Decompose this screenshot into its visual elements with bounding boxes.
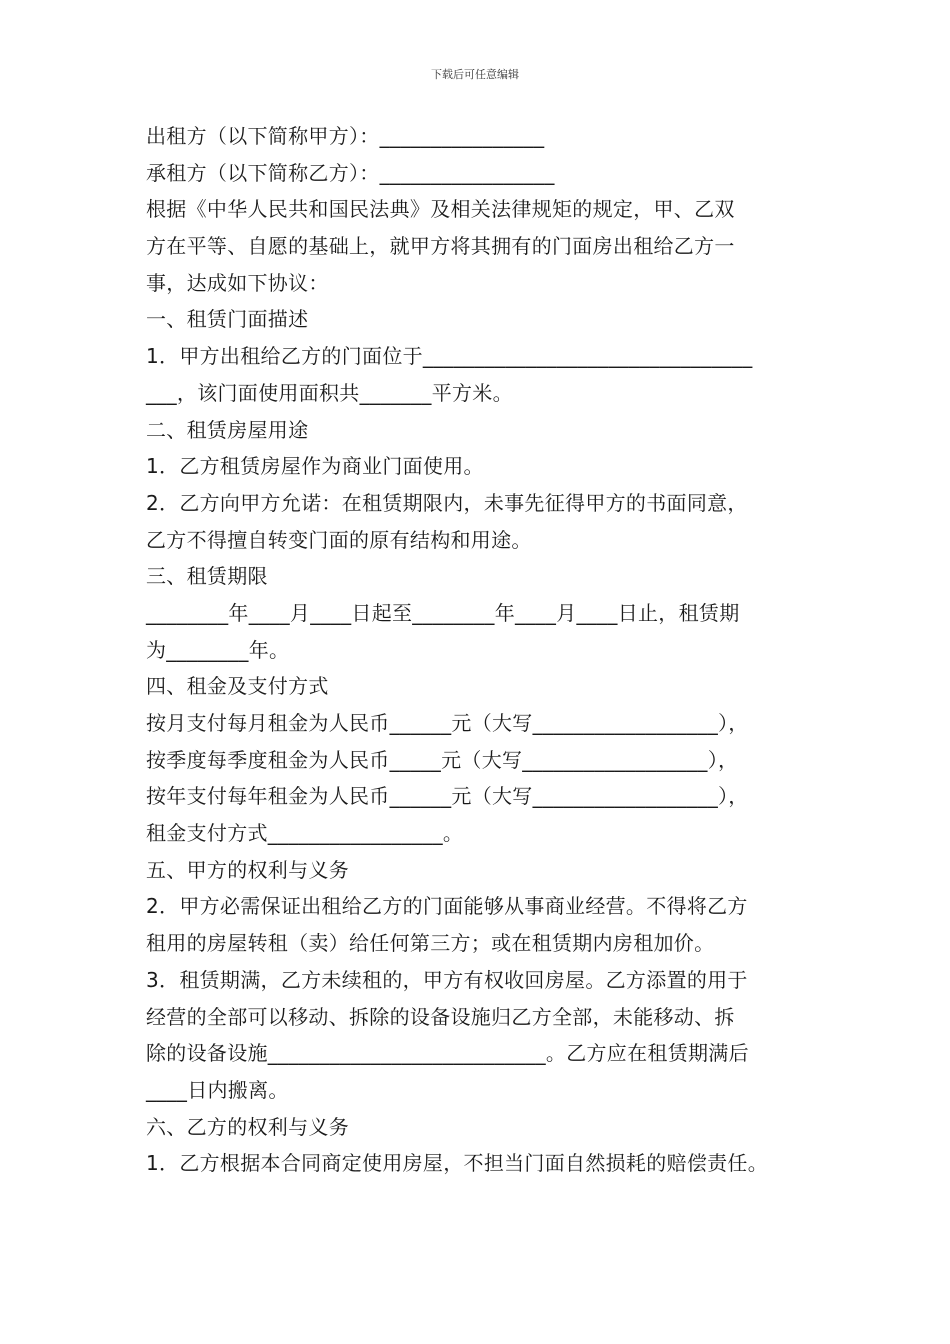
page-header: 下载后可任意编辑 [431,68,519,81]
section-heading-3: 三、租赁期限 [146,564,268,589]
clause-line: 乙方不得擅自转变门面的原有结构和用途。 [146,527,532,552]
clause-line: ____日内搬离。 [146,1077,289,1102]
clause-line: 2．甲方必需保证出租给乙方的门面能够从事商业经营。不得将乙方 [146,894,748,919]
section-heading-2: 二、租赁房屋用途 [146,417,309,442]
rent-line-monthly: 按月支付每月租金为人民币______元（大写__________________）， [146,711,749,735]
lessee-line: 承租方（以下简称乙方）：_________________ [146,160,555,185]
clause-line: 1．乙方租赁房屋作为商业门面使用。 [146,454,484,479]
preamble-line-3: 事，达成如下协议： [146,270,329,295]
clause-line: 租用的房屋转租（卖）给任何第三方；或在租赁期内房租加价。 [146,931,715,956]
term-line: ________年____月____日起至________年____月____日止，租赁期 [146,600,740,625]
rent-line-quarterly: 按季度每季度租金为人民币_____元（大写__________________）， [146,747,739,772]
section-heading-6: 六、乙方的权利与义务 [146,1114,349,1139]
preamble-line-2: 方在平等、自愿的基础上，就甲方将其拥有的门面房出租给乙方一 [146,234,735,259]
clause-line: 除的设备设施___________________________。乙方应在租赁期满后 [146,1041,749,1066]
clause-line: 1．甲方出租给乙方的门面位于________________________________ [146,344,753,369]
rent-line-yearly: 按年支付每年租金为人民币______元（大写__________________）， [146,784,749,809]
section-heading-1: 一、租赁门面描述 [146,307,309,332]
term-line: 为________年。 [146,637,290,662]
section-heading-5: 五、甲方的权利与义务 [146,857,349,882]
clause-line: 1．乙方根据本合同商定使用房屋，不担当门面自然损耗的赔偿责任。 [146,1151,769,1176]
payment-method-line: 租金支付方式_________________。 [146,821,464,846]
contract-body [146,118,826,1182]
clause-line: 2．乙方向甲方允诺：在租赁期限内，未事先征得甲方的书面同意， [146,490,748,515]
clause-line: 3．租赁期满，乙方未续租的，甲方有权收回房屋。乙方添置的用于 [146,967,748,992]
clause-line: 经营的全部可以移动、拆除的设备设施归乙方全部，未能移动、拆 [146,1004,735,1029]
section-heading-4: 四、租金及支付方式 [146,674,329,699]
preamble-line-1: 根据《中华人民共和国民法典》及相关法律规矩的规定，甲、乙双 [146,197,735,222]
lessor-line: 出租方（以下简称甲方）：________________ [146,124,545,148]
clause-line: ___，该门面使用面积共_______平方米。 [146,380,513,405]
